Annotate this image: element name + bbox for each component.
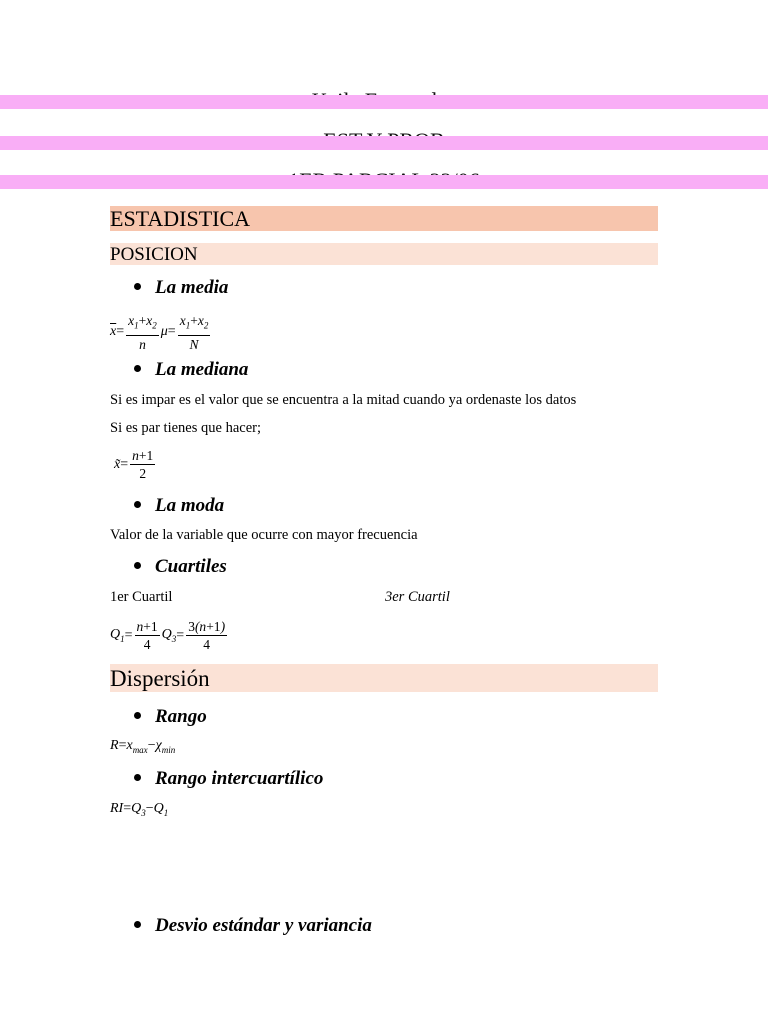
bullet-label: La media bbox=[155, 277, 229, 298]
bullet-label: Rango intercuartílico bbox=[155, 768, 324, 789]
bullet-mediana bbox=[134, 359, 248, 381]
formula-mediana: x̃ = $\frac{n+1}{2}$ bbox=[114, 448, 154, 481]
formula-rango: R = $x_{max}$ − $\chi_{min}$ bbox=[110, 738, 176, 755]
heading-dispersion: Dispersión bbox=[110, 664, 658, 692]
bullet-dot-icon bbox=[134, 501, 141, 508]
bullet-media bbox=[134, 277, 228, 299]
bullet-dot-icon bbox=[134, 774, 141, 781]
bullet-rango-intercuartilico bbox=[134, 768, 323, 790]
bullet-label: Rango bbox=[155, 706, 207, 727]
bullet-desvio bbox=[134, 915, 372, 937]
highlight-bar bbox=[0, 136, 768, 150]
bullet-moda bbox=[134, 495, 224, 517]
bullet-dot-icon bbox=[134, 562, 141, 569]
moda-definition: Valor de la variable que ocurre con mayor frecuencia bbox=[110, 527, 418, 543]
bullet-dot-icon bbox=[134, 712, 141, 719]
bullet-label: La mediana bbox=[155, 359, 249, 380]
mediana-par-text: Si es par tienes que hacer; bbox=[110, 420, 261, 436]
bullet-label: Cuartiles bbox=[155, 556, 227, 577]
bullet-rango bbox=[134, 706, 207, 728]
bullet-dot-icon bbox=[134, 283, 141, 290]
mediana-impar-text: Si es impar es el valor que se encuentra a la mitad cuando ya ordenaste los datos bbox=[110, 392, 577, 408]
bullet-dot-icon bbox=[134, 921, 141, 928]
bullet-label: Desvio estándar y variancia bbox=[155, 915, 372, 936]
highlight-bar bbox=[0, 175, 768, 189]
bullet-dot-icon bbox=[134, 365, 141, 372]
formula-cuartiles: $Q_1$ = $\frac{n+1}{4}$ $Q_3$ = $\frac{3(n+1)}{4}$ bbox=[110, 619, 226, 652]
heading-posicion: POSICION bbox=[110, 243, 658, 265]
highlight-bar bbox=[0, 95, 768, 109]
formula-rango-intercuartilico: RI = $Q_3$ − $Q_1$ bbox=[110, 801, 169, 818]
cuartil1-label: 1er Cuartil bbox=[110, 589, 173, 605]
cuartil3-label: 3er Cuartil bbox=[385, 589, 450, 605]
heading-estadistica: ESTADISTICA bbox=[110, 206, 658, 231]
formula-media: $\overline{x}$ = $\frac{x_1+x_2}{n}$ μ = $\frac{x_1+x_2}{N}$ bbox=[110, 313, 209, 352]
bullet-cuartiles bbox=[134, 556, 227, 578]
bullet-label: La moda bbox=[155, 495, 225, 516]
